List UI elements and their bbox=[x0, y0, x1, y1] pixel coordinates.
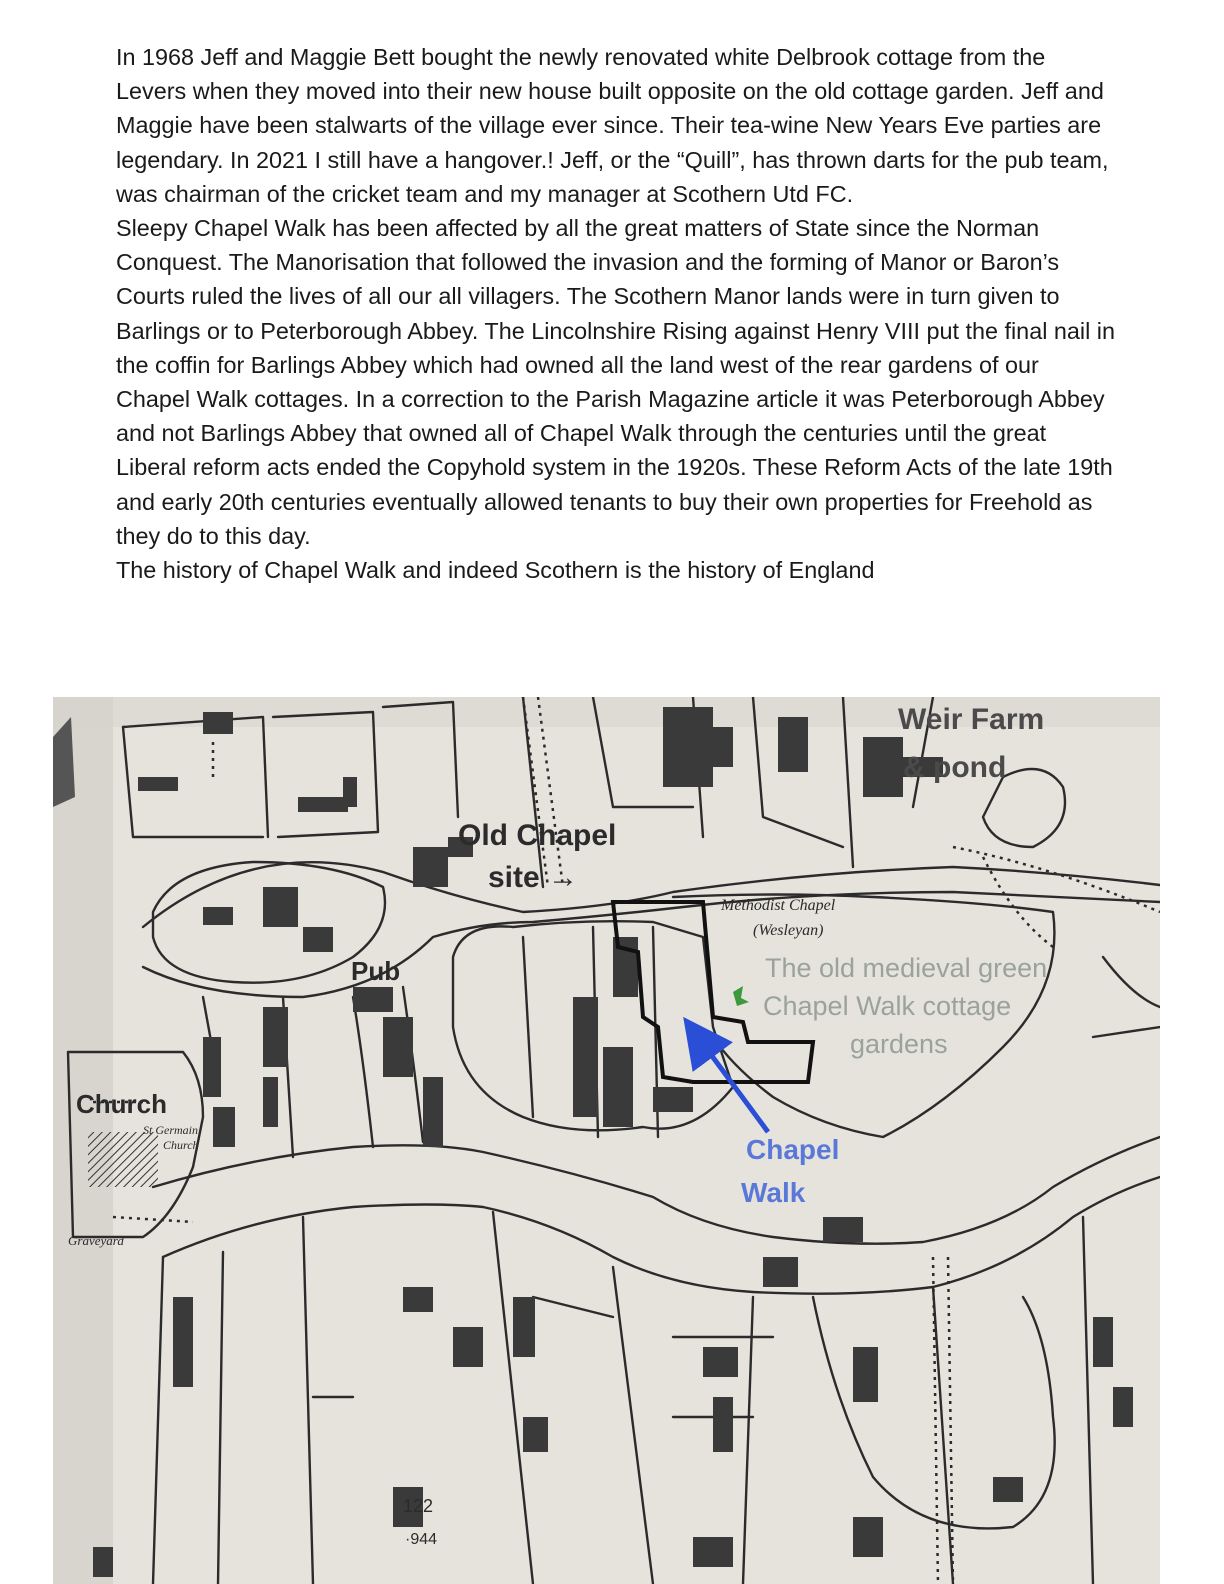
label-church-sub: Church bbox=[163, 1138, 199, 1152]
village-map-figure bbox=[53, 697, 1160, 1584]
paragraph-chapel-walk-history: Sleepy Chapel Walk has been affected by all the great matters of State since the Norman Conquest. The Manorisation that followed the invasion and the forming of Manor or Baron’s Courts ruled the lives of all our all villagers. The Scothern Manor lands were in turn given to Barlings or to Peterborough Abbey. The Lincolnshire Rising against Henry VIII put the final nail in the coffin for Barlings Abbey which had owned all the land west of the rear gardens of our Chapel Walk cottages. In a correction to the Parish Magazine article it was Peterborough Abbey and not Barlings Abbey that owned all of Chapel Walk through the centuries until the great Liberal reform acts ended the Copyhold system in the 1920s. These Reform Acts of the late 19th and early 20th centuries eventually allowed tenants to buy their own properties for Freehold as they do to this day. bbox=[116, 215, 1116, 549]
paragraph-closing-line: The history of Chapel Walk and indeed Scothern is the history of England bbox=[116, 557, 875, 584]
label-weir-pond: & pond bbox=[903, 751, 1007, 784]
paragraph-bett-family: In 1968 Jeff and Maggie Bett bought the newly renovated white Delbrook cottage from the Levers when they moved into their new house built opposite on the old cottage garden. Jeff and Maggie have been stalwarts of the village ever since. Their tea-wine New Years Eve parties are legendary. In 2021 I still have a hangover.! Jeff, or the “Quill”, has thrown darts for the pub team, was chairman of the cricket team and my manager at Scothern Utd FC. bbox=[116, 44, 1109, 207]
label-weir-farm: Weir Farm bbox=[898, 703, 1045, 736]
label-cottage-gardens-2: gardens bbox=[850, 1029, 948, 1059]
label-church: Church bbox=[76, 1089, 167, 1119]
label-plot-944: ·944 bbox=[405, 1531, 438, 1548]
label-methodist-chapel: Methodist Chapel bbox=[721, 897, 836, 914]
label-chapel-walk-1: Chapel bbox=[746, 1134, 840, 1165]
label-old-chapel-site: site → bbox=[488, 861, 579, 894]
church-building bbox=[88, 1132, 158, 1187]
label-old-chapel: Old Chapel bbox=[458, 819, 617, 852]
article-text bbox=[116, 40, 1116, 587]
label-plot-122: 122 bbox=[403, 1496, 434, 1516]
label-graveyard: Graveyard bbox=[68, 1233, 124, 1248]
village-map bbox=[53, 697, 1160, 1584]
label-medieval-green: The old medieval green bbox=[765, 953, 1048, 983]
label-chapel-walk-2: Walk bbox=[741, 1177, 806, 1208]
label-pub: Pub bbox=[351, 956, 401, 986]
label-church-name: St Germain bbox=[143, 1123, 198, 1137]
label-cottage-gardens-1: Chapel Walk cottage bbox=[763, 991, 1012, 1021]
label-wesleyan: (Wesleyan) bbox=[753, 922, 824, 939]
